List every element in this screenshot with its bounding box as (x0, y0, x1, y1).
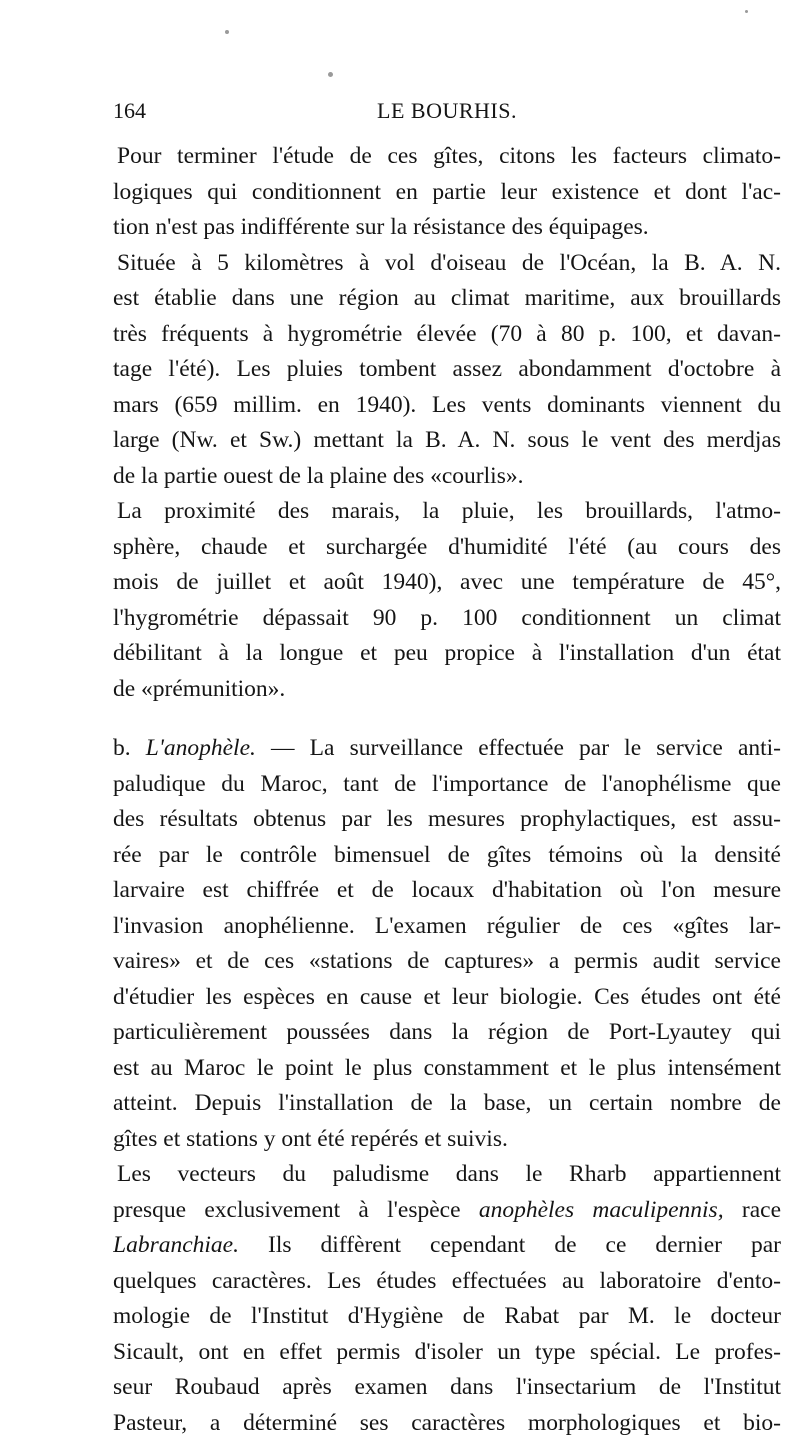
text-line (113, 731, 781, 767)
text-line: mars (659 millim. en 1940). Les vents dominants viennent du (113, 388, 781, 424)
species-name: anophèles maculipennis, (479, 1197, 724, 1223)
text-line: des résultats obtenus par les mesures prophylactiques, est assu- (113, 802, 781, 838)
text-line: vaires» et de ces «stations de captures» a permis audit service (113, 944, 781, 980)
text-line: gîtes et stations y ont été repérés et suivis. (113, 1122, 781, 1158)
paragraph (113, 246, 781, 495)
paragraph (113, 494, 781, 707)
text-line: d'étudier les espèces en cause et leur biologie. Ces études ont été (113, 980, 781, 1016)
paragraph (113, 1157, 781, 1441)
text-line: l'hygrométrie dépassait 90 p. 100 conditionnent un climat (113, 601, 781, 637)
paragraph (113, 139, 781, 246)
text-line: large (Nw. et Sw.) mettant la B. A. N. sous le vent des merdjas (113, 423, 781, 459)
text-line: Les vecteurs du paludisme dans le Rharb appartiennent (113, 1157, 781, 1193)
text-line: La proximité des marais, la pluie, les brouillards, l'atmo- (113, 494, 781, 530)
text-line: tion n'est pas indifférente sur la résistance des équipages. (113, 210, 781, 246)
section-label: b. (113, 735, 131, 761)
text-line: est au Maroc le point le plus constamment et le plus intensément (113, 1051, 781, 1087)
text-line: de «prémunition». (113, 672, 781, 708)
text-line (113, 1228, 781, 1264)
print-speck (225, 30, 229, 34)
running-title: LE BOURHIS. (113, 96, 781, 126)
text-line: paludique du Maroc, tant de l'importance de l'anophélisme que (113, 767, 781, 803)
text-line: Pour terminer l'étude de ces gîtes, citons les facteurs climato- (113, 139, 781, 175)
text-line: est établie dans une région au climat maritime, aux brouillards (113, 281, 781, 317)
text-line: tage l'été). Les pluies tombent assez abondamment d'octobre à (113, 352, 781, 388)
text-line: très fréquents à hygrométrie élevée (70 à 80 p. 100, et davan- (113, 317, 781, 353)
text-line: Sicault, ont en effet permis d'isoler un type spécial. Le profes- (113, 1335, 781, 1371)
text-line: de la partie ouest de la plaine des «courlis». (113, 459, 781, 495)
text-line: logiques qui conditionnent en partie leur existence et dont l'ac- (113, 175, 781, 211)
text-run: — La surveillance effectuée par le service anti- (271, 735, 781, 761)
text-line: mologie de l'Institut d'Hygiène de Rabat par M. le docteur (113, 1299, 781, 1335)
paragraph (113, 731, 781, 1157)
section-title: L'anophèle. (146, 735, 256, 761)
text-run: race (742, 1197, 781, 1223)
text-line: débilitant à la longue et peu propice à l'installation d'un état (113, 636, 781, 672)
race-name: Labranchiae. (113, 1232, 239, 1258)
text-line: larvaire est chiffrée et de locaux d'habitation où l'on mesure (113, 873, 781, 909)
text-run: Ils diffèrent cependant de ce dernier par (268, 1232, 781, 1258)
text-line: l'invasion anophélienne. L'examen régulier de ces «gîtes lar- (113, 909, 781, 945)
text-line: quelques caractères. Les études effectuées au laboratoire d'ento- (113, 1264, 781, 1300)
text-line: sphère, chaude et surchargée d'humidité l'été (au cours des (113, 530, 781, 566)
print-speck (328, 72, 333, 77)
page-header (113, 96, 781, 126)
text-line: particulièrement poussées dans la région de Port-Lyautey qui (113, 1015, 781, 1051)
text-line: Pasteur, a déterminé ses caractères morphologiques et bio- (113, 1406, 781, 1441)
text-line: seur Roubaud après examen dans l'insectarium de l'Institut (113, 1370, 781, 1406)
text-line: mois de juillet et août 1940), avec une température de 45°, (113, 565, 781, 601)
section-gap (113, 707, 781, 731)
text-line: rée par le contrôle bimensuel de gîtes témoins où la densité (113, 838, 781, 874)
text-line: atteint. Depuis l'installation de la base, un certain nombre de (113, 1086, 781, 1122)
print-speck (745, 10, 748, 13)
text-line: Située à 5 kilomètres à vol d'oiseau de l'Océan, la B. A. N. (113, 246, 781, 282)
text-run: presque exclusivement à l'espèce (113, 1197, 461, 1223)
text-body (113, 139, 781, 1441)
text-line (113, 1193, 781, 1229)
page-number: 164 (113, 96, 146, 126)
